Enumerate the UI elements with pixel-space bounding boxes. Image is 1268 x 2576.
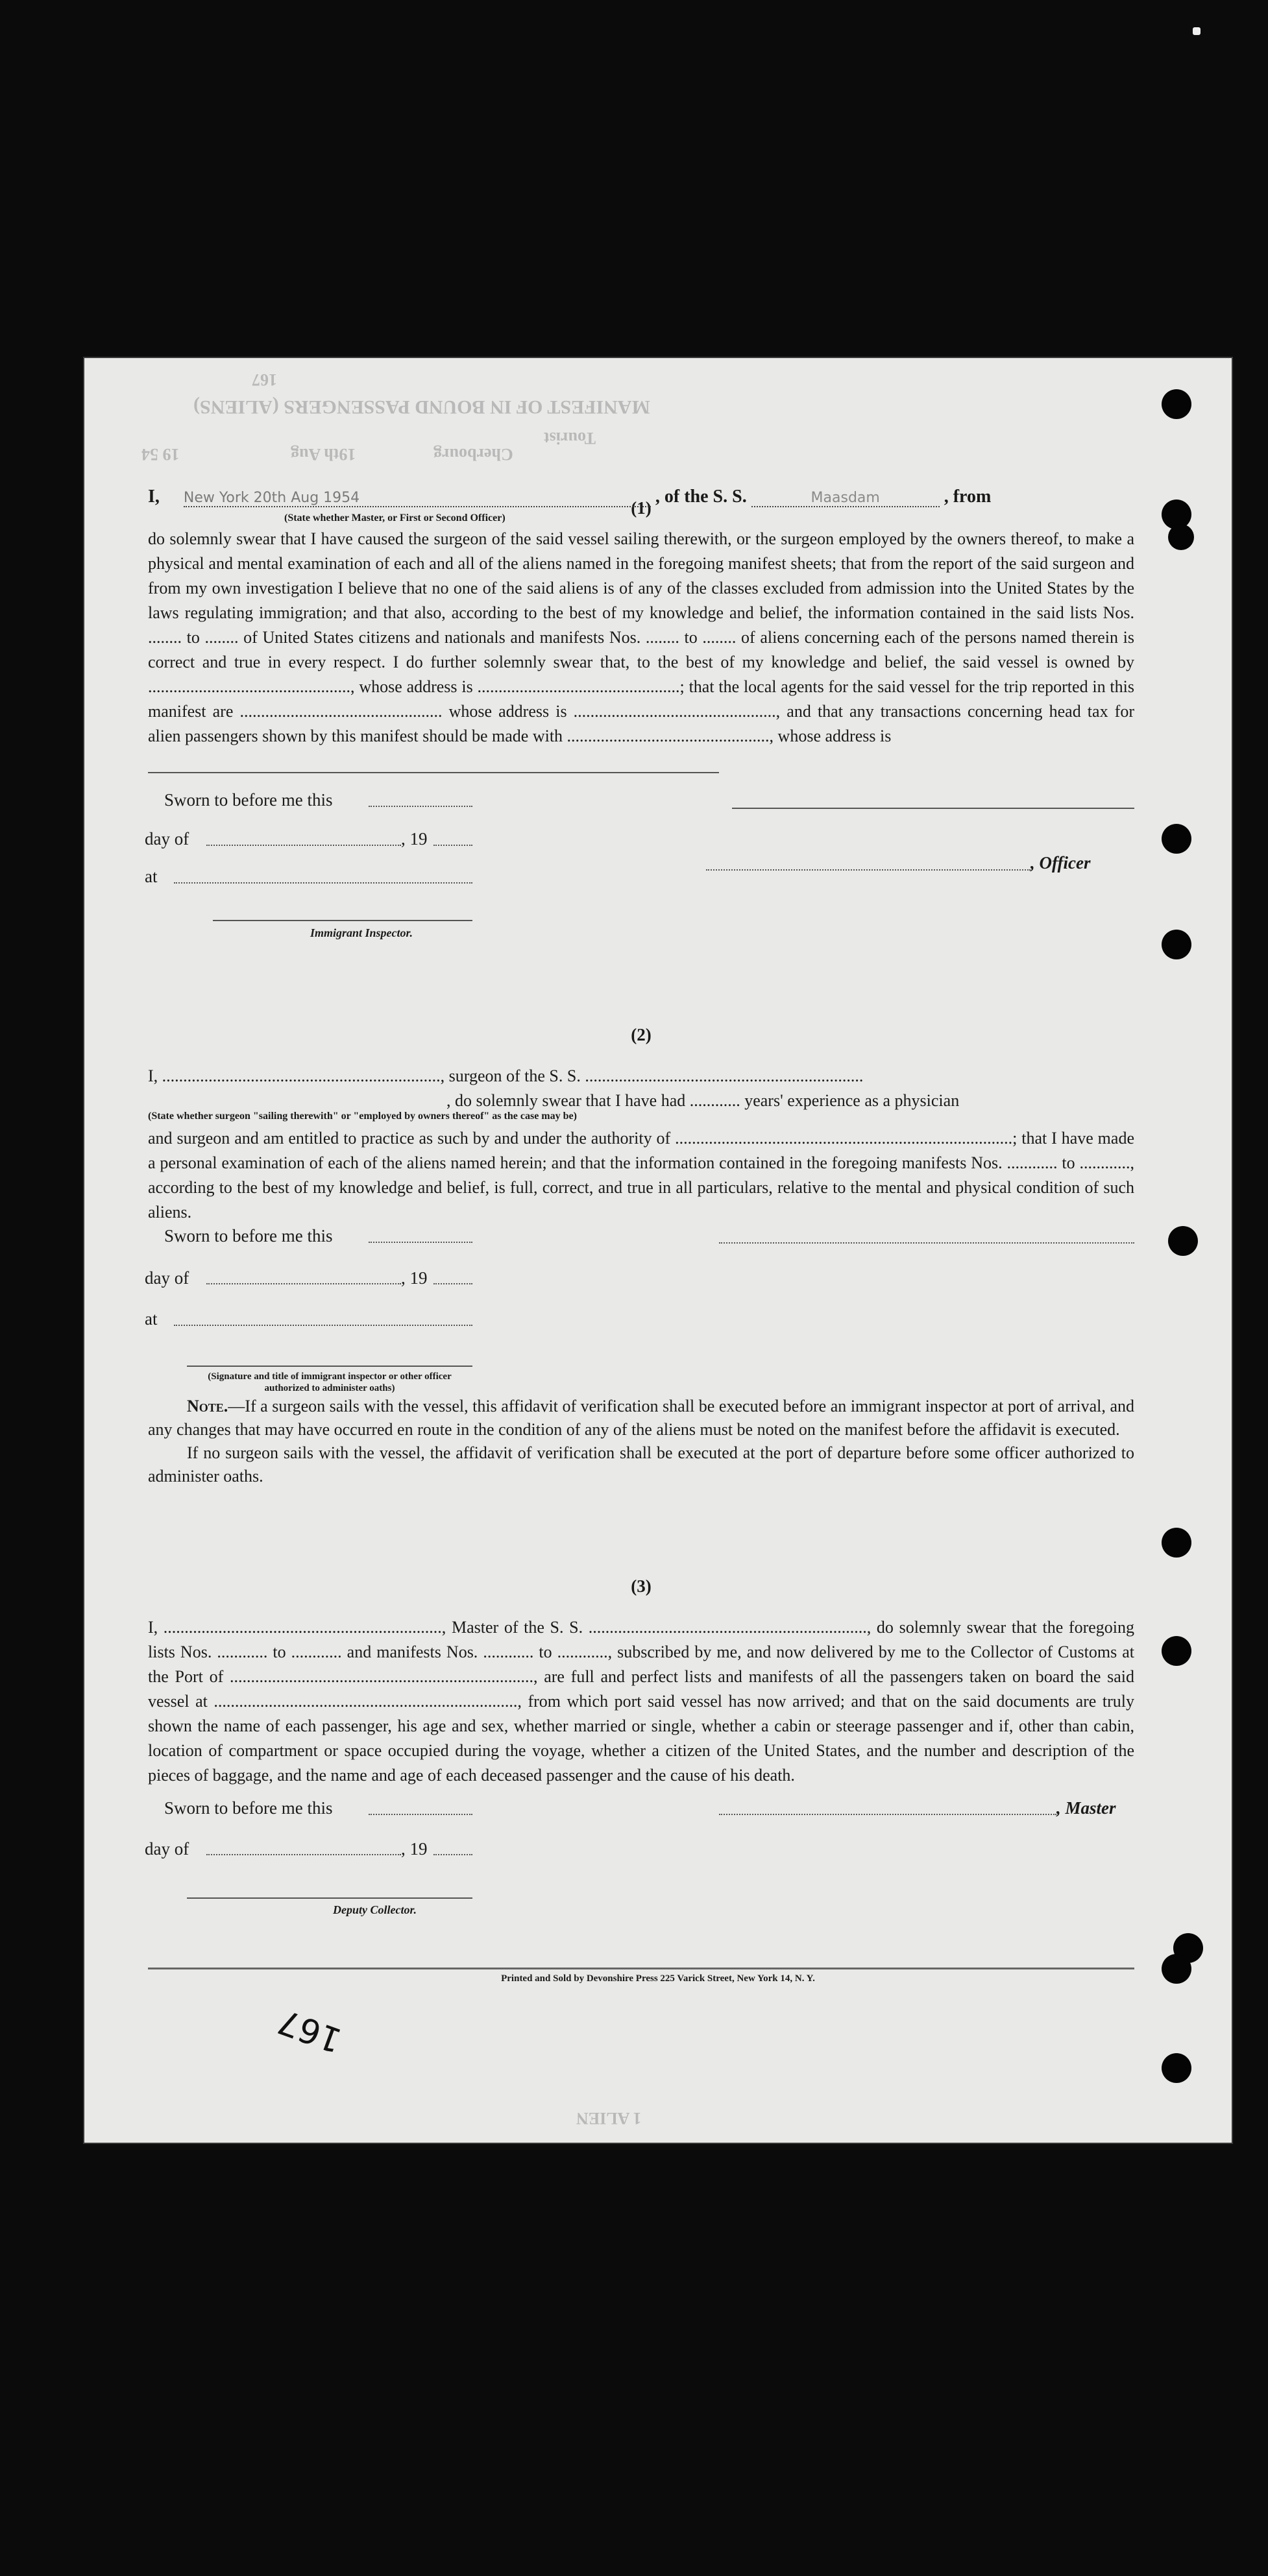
sworn-label-1: Sworn to before me this bbox=[164, 790, 333, 810]
punch-hole bbox=[1162, 930, 1191, 959]
signature-line-top bbox=[732, 808, 1134, 809]
master-label: , Master bbox=[1056, 1798, 1116, 1818]
sworn-blank-3 bbox=[369, 1814, 472, 1815]
day-blank-3 bbox=[206, 1854, 401, 1855]
section-3-number: (3) bbox=[631, 1576, 652, 1596]
year-label-2: , 19 bbox=[401, 1268, 428, 1288]
at-label-1: at bbox=[145, 867, 158, 886]
punch-hole bbox=[1162, 824, 1191, 854]
day-of-label-2: day of bbox=[145, 1268, 189, 1288]
section-1-number: (1) bbox=[631, 498, 652, 518]
master-oath-text: I, .................................................................., Master of the S. S. .................................................................., do solemnly swear that the foregoing lists Nos. ............ to ............ and manifests Nos. ............ to ............, subscribed by me, and now delivered by me to the Collector of Customs at the Port of ........................................................................, are full and perfect lists and manifests of all the passengers taken on board the said vessel at ........................................................................, from which port said vessel has now arrived; and that on the said documents are truly shown the name of each passenger, his age and sex, whether married or single, whether a cabin or steerage passenger and if, other than cabin, location of compartment or space occupied during the voyage, whether a citizen of the United States, and the number and description of the pieces of baggage, and the name and age of each deceased passenger and the cause of his death. bbox=[148, 1618, 1134, 1785]
punch-hole bbox=[1162, 2053, 1191, 2083]
at-blank-1 bbox=[174, 882, 472, 884]
surgeon-signature-blank bbox=[719, 1242, 1134, 1244]
day-of-label-1: day of bbox=[145, 829, 189, 849]
ghost-port: Cherbourg bbox=[433, 445, 513, 464]
punch-hole bbox=[1162, 1954, 1191, 1984]
surgeon-oath-text: and surgeon and am entitled to practice as such by and under the authority of ................................................................................; that I have made a personal examination of each of the aliens named herein; and that the information contained in the foregoing manifests Nos. ............ to ............, according to the best of my knowledge and belief, is full, correct, and true in all particulars, relative to the mental and physical condition of such aliens. bbox=[148, 1129, 1134, 1222]
handwritten-page-number: 167 bbox=[273, 2001, 347, 2060]
sworn-blank-2 bbox=[369, 1242, 472, 1243]
officer-rank-caption: (State whether Master, or First or Second Officer) bbox=[284, 512, 506, 524]
printer-imprint: Printed and Sold by Devonshire Press 225 Varick Street, New York 14, N. Y. bbox=[501, 1973, 815, 1984]
year-label-3: , 19 bbox=[401, 1839, 428, 1859]
section-2-note bbox=[148, 1395, 1134, 1488]
footer-rule bbox=[148, 1968, 1134, 1969]
year-label-1: , 19 bbox=[401, 829, 428, 849]
surgeon-caption: (State whether surgeon "sailing therewith" or "employed by owners thereof" as the case may be) bbox=[148, 1111, 577, 1122]
punch-hole bbox=[1162, 389, 1191, 419]
inspector-signature-line bbox=[213, 920, 472, 921]
ghost-year: 19 54 bbox=[141, 445, 180, 464]
day-blank-1 bbox=[206, 845, 401, 846]
ghost-alien-label: 1 ALIEN bbox=[576, 2109, 642, 2128]
punch-hole bbox=[1162, 1528, 1191, 1558]
year-blank-3 bbox=[433, 1854, 472, 1855]
sworn-label-3: Sworn to before me this bbox=[164, 1798, 333, 1818]
day-of-label-3: day of bbox=[145, 1839, 189, 1859]
surgeon-line: I, .................................................................., surgeon of the S. S. .................................................................. bbox=[148, 1066, 864, 1085]
at-label-2: at bbox=[145, 1309, 158, 1329]
day-blank-2 bbox=[206, 1283, 401, 1284]
scan-speck bbox=[1193, 27, 1201, 35]
officer-signature-line-2 bbox=[187, 1366, 472, 1367]
handwritten-date: New York 20th Aug 1954 bbox=[184, 490, 651, 507]
master-signature-blank bbox=[719, 1814, 1056, 1815]
deputy-signature-line bbox=[187, 1897, 472, 1899]
note-text: —If a surgeon sails with the vessel, this affidavit of verification shall be executed before an immigrant inspector at port of arrival, and any changes that may have occurred en route in the condition of any of the aliens must be noted on the manifest before the affidavit is executed. bbox=[148, 1397, 1134, 1439]
officer-label: , Officer bbox=[1030, 853, 1091, 873]
section-2-number: (2) bbox=[631, 1025, 652, 1044]
section-1-body bbox=[148, 527, 1134, 749]
punch-hole bbox=[1162, 1636, 1191, 1666]
section-3-body bbox=[148, 1615, 1134, 1788]
sworn-label-2: Sworn to before me this bbox=[164, 1226, 333, 1246]
note-text-2: If no surgeon sails with the vessel, the affidavit of verification shall be executed at the port of departure before some officer authorized to administer oaths. bbox=[148, 1443, 1134, 1486]
year-blank-2 bbox=[433, 1283, 472, 1284]
oath-prefix: I, bbox=[148, 487, 160, 507]
section-1-first-line bbox=[148, 487, 1134, 507]
ghost-class: Tourist bbox=[544, 429, 596, 448]
ship-name: Maasdam bbox=[751, 490, 940, 507]
from-label: , from bbox=[944, 487, 992, 507]
punch-hole bbox=[1168, 1226, 1198, 1256]
punch-hole bbox=[1168, 524, 1194, 550]
officer-signature-blank bbox=[706, 869, 1030, 871]
surgeon-experience-line: , do solemnly swear that I have had ............ years' experience as a physician bbox=[446, 1091, 960, 1110]
ghost-date: 19th Aug bbox=[291, 445, 356, 464]
section-2-body bbox=[148, 1064, 1134, 1225]
officer-signature-caption: (Signature and title of immigrant inspector or other officer authorized to administer oaths) bbox=[208, 1371, 452, 1393]
separator-line bbox=[148, 772, 719, 773]
deputy-collector-label: Deputy Collector. bbox=[333, 1903, 417, 1916]
sworn-blank-1 bbox=[369, 806, 472, 807]
of-the-ss-label: , of the S. S. bbox=[655, 487, 747, 507]
section-1-oath-text: do solemnly swear that I have caused the surgeon of the said vessel sailing therewith, or the surgeon employed by the owners thereof, to make a physical and mental examination of each and all of the aliens named in the foregoing manifest sheets; that from the report of the said surgeon and from my own investigation I believe that no one of the said aliens is of any of the classes excluded from admission into the United States by the laws regulating immigration; and that also, according to the best of my knowledge and belief, the information contained in the said lists Nos. ........ to ........ of United States citizens and nationals and manifests Nos. ........ to ........ of aliens concerning each of the persons named therein is correct and true in every respect. I do further solemnly swear that, to the best of my knowledge and belief, the said vessel is owned by ................................................, whose address is ................................................; that the local agents for the said vessel for the trip reported in this manifest are ................................................ whose address is ................................................, and that any transactions concerning head tax for alien passengers shown by this manifest should be made with ................................................, whose address is bbox=[148, 529, 1134, 745]
ghost-manifest-title: MANIFEST OF IN BOUND PASSENGERS (ALIENS) bbox=[193, 396, 650, 418]
document-page bbox=[83, 357, 1233, 2144]
note-label: Note. bbox=[187, 1397, 228, 1415]
ghost-page-number: 167 bbox=[252, 370, 277, 389]
at-blank-2 bbox=[174, 1325, 472, 1326]
year-blank-1 bbox=[433, 845, 472, 846]
immigrant-inspector-label: Immigrant Inspector. bbox=[310, 926, 413, 939]
